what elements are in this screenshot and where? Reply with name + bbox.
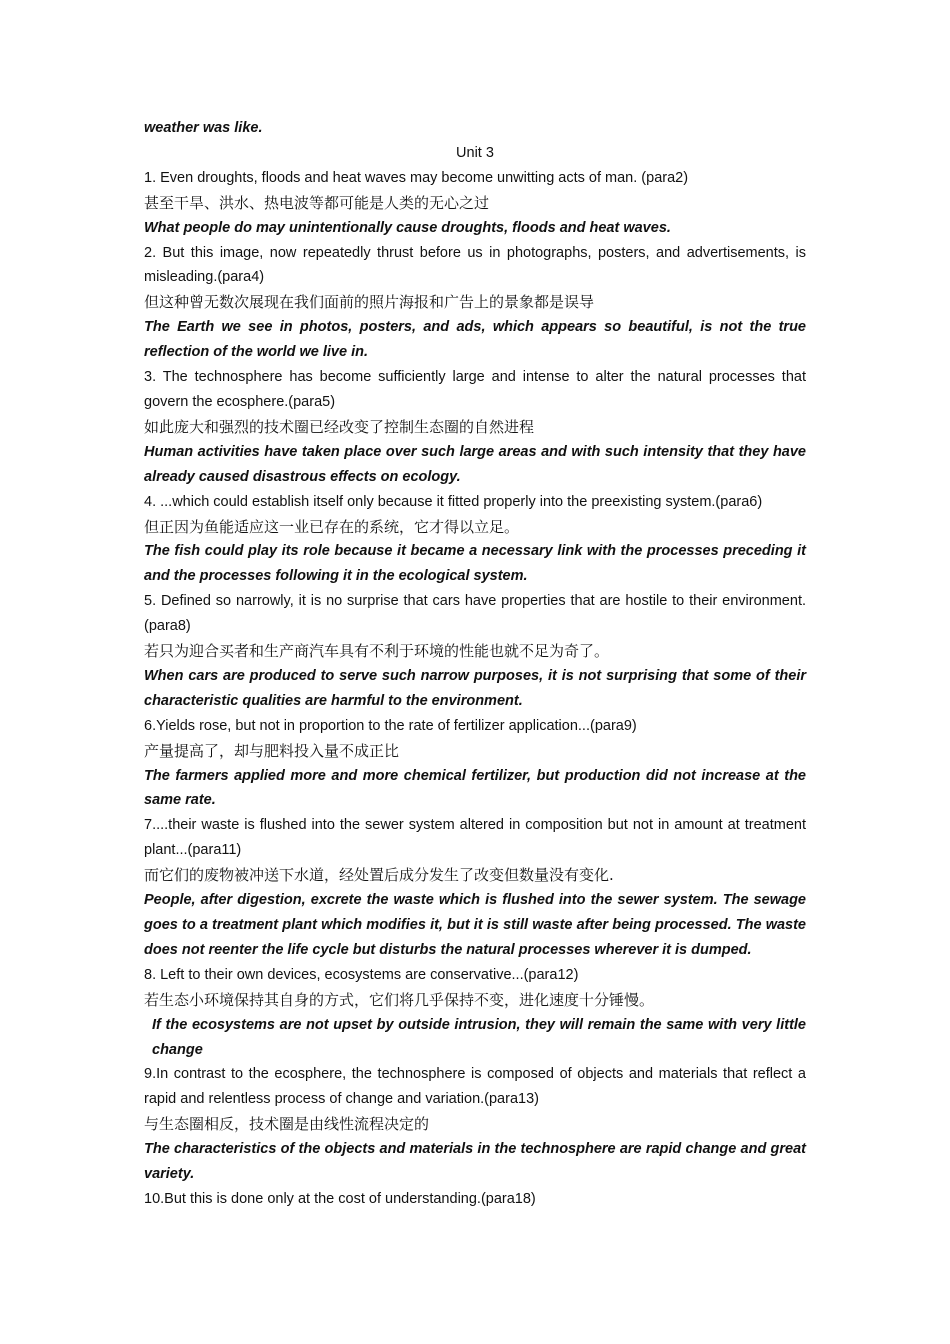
translation-9: 与生态圈相反，技术圈是由线性流程决定的	[144, 1115, 430, 1134]
sentence-7: 7....their waste is flushed into the sewer system altered in composition but not in amount at treatment plant...(para11)	[144, 817, 806, 859]
paraphrase-4: The fish could play its role because it became a necessary link with the processes preceding it and the processes following it in the ecological system.	[144, 543, 806, 585]
unit-title: Unit 3	[456, 144, 494, 161]
sentence-2: 2. But this image, now repeatedly thrust before us in photographs, posters, and advertisements, is misleading.(para4)	[144, 244, 806, 286]
sentence-8: 8. Left to their own devices, ecosystems are conservative...(para12)	[144, 966, 579, 983]
sentence-5: 5. Defined so narrowly, it is no surprise that cars have properties that are hostile to their environment.(para8)	[144, 593, 806, 635]
sentence-4: 4. ...which could establish itself only because it fitted properly into the preexisting system.(para6)	[144, 493, 763, 510]
sentence-10: 10.But this is done only at the cost of understanding.(para18)	[144, 1190, 536, 1207]
paraphrase-7: People, after digestion, excrete the waste which is flushed into the sewer system. The sewage goes to a treatment plant which modifies it, but it is still waste after being processed. The waste does not reenter the life cycle but disturbs the natural processes wherever it is dumped.	[144, 892, 806, 958]
translation-2: 但这种曾无数次展现在我们面前的照片海报和广告上的景象都是误导	[144, 293, 595, 312]
sentence-9: 9.In contrast to the ecosphere, the technosphere is composed of objects and materials that reflect a rapid and relentless process of change and variation.(para13)	[144, 1066, 806, 1108]
paraphrase-8: If the ecosystems are not upset by outside intrusion, they will remain the same with very little change	[152, 1016, 806, 1058]
paraphrase-6: The farmers applied more and more chemical fertilizer, but production did not increase at the same rate.	[144, 767, 806, 809]
paraphrase-2: The Earth we see in photos, posters, and ads, which appears so beautiful, is not the true reflection of the world we live in.	[144, 319, 806, 361]
sentence-6: 6.Yields rose, but not in proportion to the rate of fertilizer application...(para9)	[144, 717, 637, 734]
translation-8: 若生态小环境保持其自身的方式，它们将几乎保持不变，进化速度十分锤慢。	[144, 990, 655, 1009]
paraphrase-1: What people do may unintentionally cause droughts, floods and heat waves.	[144, 219, 671, 236]
paraphrase-5: When cars are produced to serve such narrow purposes, it is not surprising that some of their characteristic qualities are harmful to the environment.	[144, 667, 806, 709]
paraphrase-9: The characteristics of the objects and materials in the technosphere are rapid change and great variety.	[144, 1141, 806, 1183]
translation-3: 如此庞大和强烈的技术圈已经改变了控制生态圈的自然进程	[144, 417, 535, 436]
paraphrase-3: Human activities have taken place over such large areas and with such intensity that they have already caused disastrous effects on ecology.	[144, 443, 806, 485]
translation-4: 但正因为鱼能适应这一业已存在的系统，它才得以立足。	[144, 517, 520, 536]
translation-1: 甚至干旱、洪水、热电波等都可能是人类的无心之过	[144, 193, 490, 212]
sentence-1: 1. Even droughts, floods and heat waves may become unwitting acts of man. (para2)	[144, 169, 689, 186]
translation-6: 产量提高了，却与肥料投入量不成正比	[144, 741, 400, 760]
translation-7: 而它们的废物被冲送下水道，经处置后成分发生了改变但数量没有变化.	[144, 866, 614, 885]
intro-tail: weather was like.	[144, 120, 263, 136]
sentence-3: 3. The technosphere has become sufficiently large and intense to alter the natural processes that govern the ecosphere.(para5)	[144, 369, 806, 410]
translation-5: 若只为迎合买者和生产商汽车具有不利于环境的性能也就不足为奇了。	[144, 642, 610, 661]
document-page	[144, 116, 806, 1212]
